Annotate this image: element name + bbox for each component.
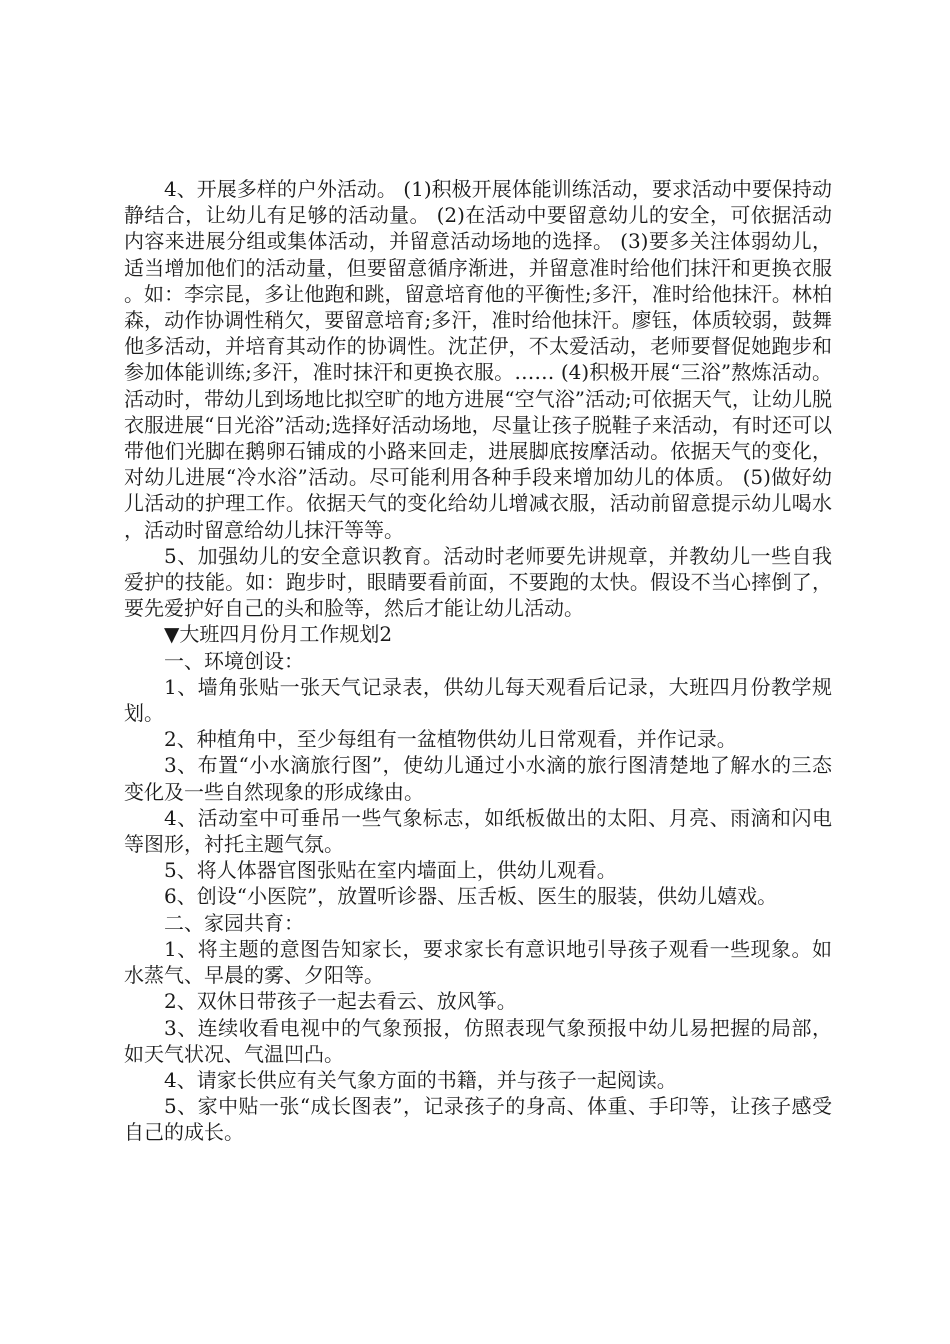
list-item: 5、将人体器官图张贴在室内墙面上，供幼儿观看。 [164,858,617,883]
list-item: 4、活动室中可垂吊一些气象标志，如纸板做出的太阳、月亮、雨滴和闪电等图形，衬托主题气氛。 [124,805,832,857]
paragraph-safety-education: 5、加强幼儿的安全意识教育。活动时老师要先讲规章，并教幼儿一些自我爱护的技能。如：跑步时，眼睛要看前面，不要跑的太快。假设不当心摔倒了，要先爱护好自己的头和脸等，然后才能让幼儿活动。 [124,543,832,621]
list-item: 3、布置“小水滴旅行图”，使幼儿通过小水滴的旅行图清楚地了解水的三态变化及一些自然现象的形成缘由。 [124,753,832,804]
heading-environment: 一、环境创设： [164,648,304,673]
list-item: 2、双休日带孩子一起去看云、放风筝。 [164,989,517,1014]
list-item: 2、种植角中，至少每组有一盆植物供幼儿日常观看，并作记录。 [164,727,737,752]
section-title-plan-2: ▼大班四月份月工作规划2 [164,622,393,647]
document-body [124,176,832,1146]
list-item: 1、墙角张贴一张天气记录表，供幼儿每天观看后记录，大班四月份教学规划。 [124,674,832,726]
list-item: 3、连续收看电视中的气象预报，仿照表现气象预报中幼儿易把握的局部，如天气状况、气温凹凸。 [124,1015,832,1066]
heading-home-school: 二、家园共育： [164,910,304,935]
list-item: 6、创设“小医院”，放置听诊器、压舌板、医生的服装，供幼儿嬉戏。 [164,884,778,909]
list-item: 5、家中贴一张“成长图表”，记录孩子的身高、体重、手印等，让孩子感受自己的成长。 [124,1094,832,1145]
list-item: 4、请家长供应有关气象方面的书籍，并与孩子一起阅读。 [164,1067,677,1092]
paragraph-outdoor-activities: 4、开展多样的户外活动。 (1)积极开展体能训练活动，要求活动中要保持动静结合，让幼儿有足够的活动量。 (2)在活动中要留意幼儿的安全，可依据活动内容来进展分组或集体活动，并留意活动场地的选择。 (3)要多关注体弱幼儿，适当增加他们的活动量，但要留意循序渐进，并留意准时给他们抹汗和更换衣服。如：李宗昆，多让他跑和跳，留意培育他的平衡性;多汗，准时给他抹汗。林柏森，动作协调性稍欠，要留意培育;多汗，准时给他抹汗。廖钰，体质较弱，鼓舞他多活动，并培育其动作的协调性。沈芷伊，不太爱活动，老师要督促她跑步和参加体能训练;多汗，准时抹汗和更换衣服。…… (4)积极开展“三浴”熬炼活动。活动时，带幼儿到场地比拟空旷的地方进展“空气浴”活动;可依据天气，让幼儿脱衣服进展“日光浴”活动;选择好活动场地，尽量让孩子脱鞋子来活动，有时还可以带他们光脚在鹅卵石铺成的小路来回走，进展脚底按摩活动。依据天气的变化，对幼儿进展“冷水浴”活动。尽可能利用各种手段来增加幼儿的体质。 (5)做好幼儿活动的护理工作。依据天气的变化给幼儿增减衣服，活动前留意提示幼儿喝水，活动时留意给幼儿抹汗等等。 [124,177,832,542]
list-item: 1、将主题的意图告知家长，要求家长有意识地引导孩子观看一些现象。如水蒸气、早晨的雾、夕阳等。 [124,936,832,988]
